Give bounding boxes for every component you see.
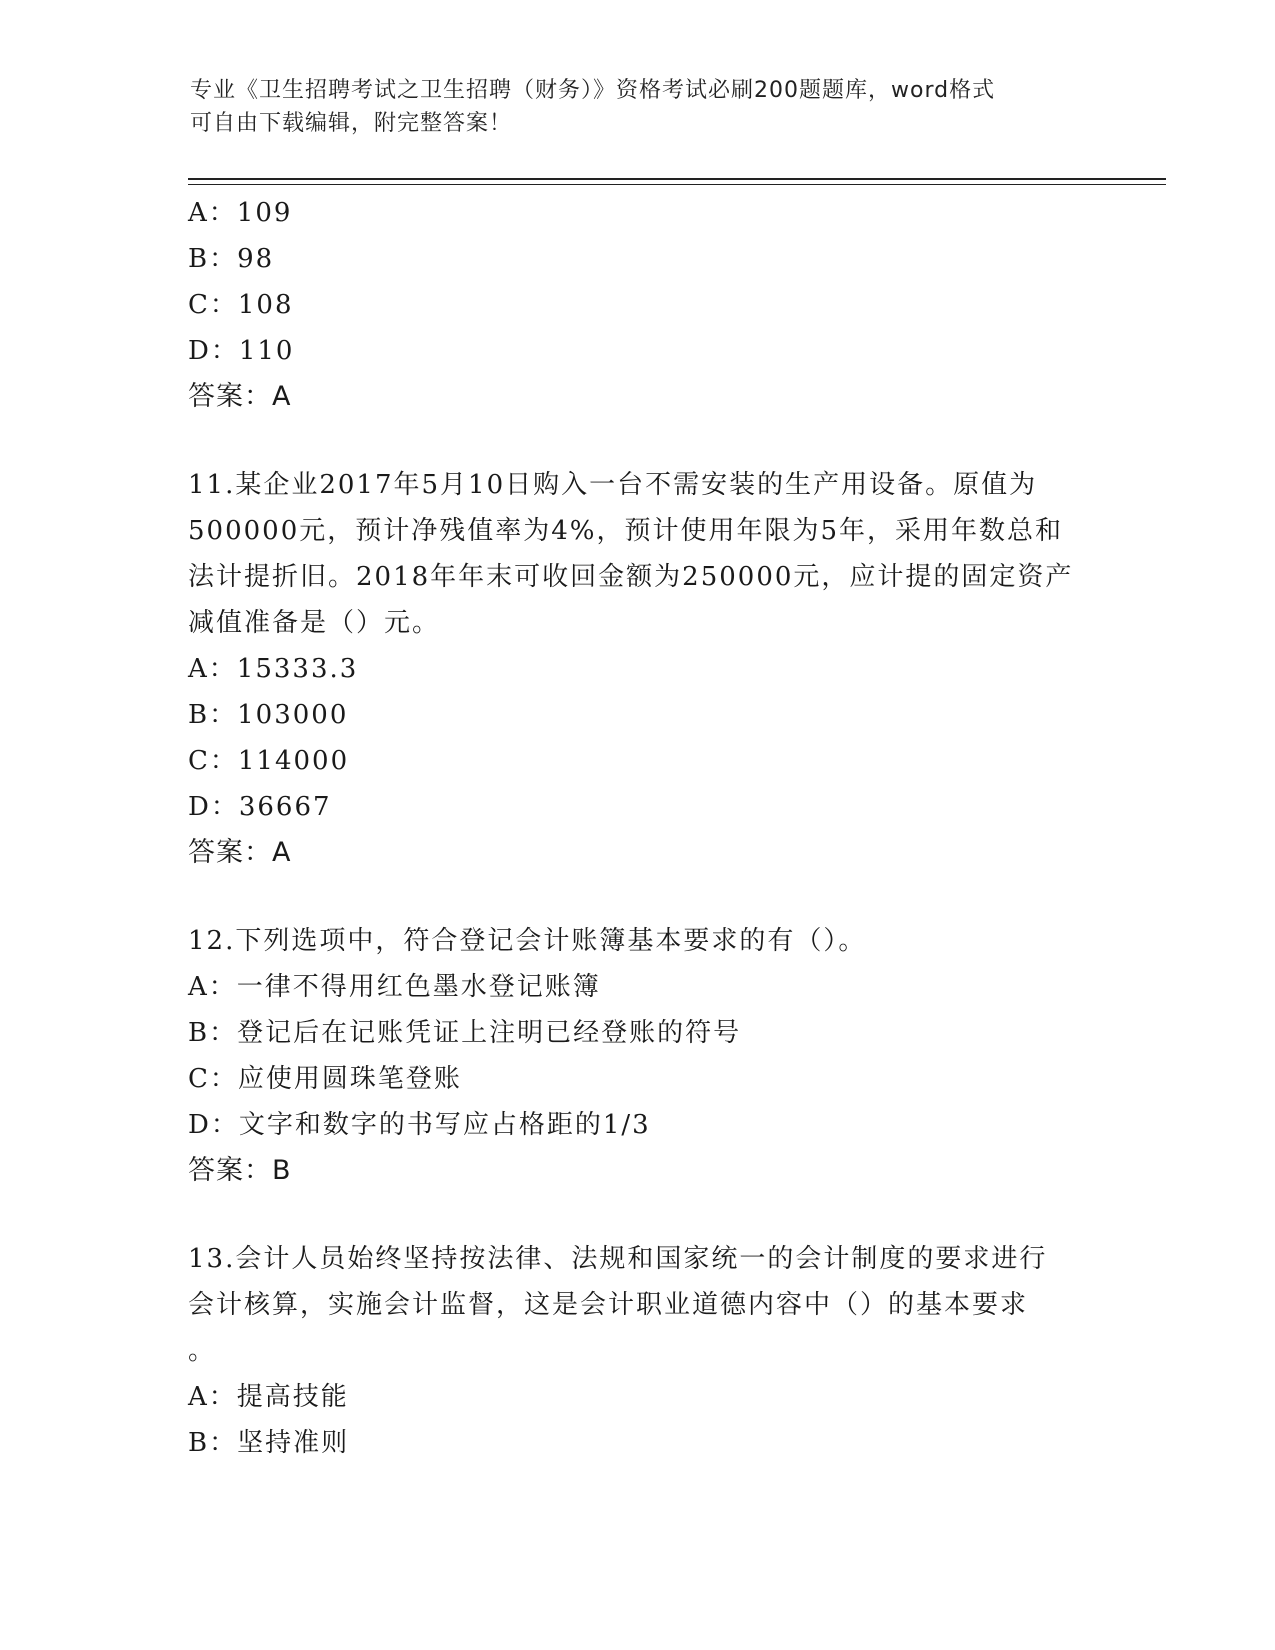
question-text-line: 13.会计人员始终坚持按法律、法规和国家统一的会计制度的要求进行 [188, 1244, 1048, 1274]
option-c: C：应使用圆珠笔登账 [188, 1064, 462, 1094]
question-12 [188, 918, 1088, 1194]
question-11 [188, 462, 1088, 876]
option-b: B：登记后在记账凭证上注明已经登账的符号 [188, 1018, 742, 1048]
question-text-line: 。 [188, 1336, 217, 1366]
answer: 答案：A [188, 381, 292, 412]
header-rule-thin [188, 184, 1166, 185]
question-text-line: 500000元，预计净残值率为4%，预计使用年限为5年，采用年数总和 [188, 516, 1064, 546]
option-c: C：114000 [188, 746, 350, 776]
option-a: A：15333.3 [188, 654, 359, 684]
option-a: A：109 [188, 198, 293, 228]
question-13 [188, 1236, 1088, 1466]
question-text-line: 12.下列选项中，符合登记会计账簿基本要求的有（）。 [188, 926, 867, 956]
option-a: A：提高技能 [188, 1382, 349, 1412]
question-text-line: 会计核算，实施会计监督，这是会计职业道德内容中（）的基本要求 [188, 1290, 1029, 1320]
answer: 答案：A [188, 837, 292, 868]
question-10 [188, 190, 1088, 420]
option-d: D：110 [188, 336, 295, 366]
option-a: A：一律不得用红色墨水登记账簿 [188, 972, 601, 1002]
answer: 答案：B [188, 1155, 292, 1186]
header-title-line-1: 专业《卫生招聘考试之卫生招聘（财务）》资格考试必刷200题题库，word格式 [190, 78, 996, 103]
option-d: D：36667 [188, 792, 332, 822]
document-header [190, 74, 1090, 140]
question-text-line: 减值准备是（）元。 [188, 608, 441, 638]
option-b: B：103000 [188, 700, 349, 730]
option-c: C：108 [188, 290, 294, 320]
header-title-line-2: 可自由下载编辑，附完整答案！ [190, 111, 513, 136]
header-rule-thick [188, 178, 1166, 180]
option-b: B：坚持准则 [188, 1428, 350, 1458]
question-content [188, 190, 1088, 1466]
option-b: B：98 [188, 244, 275, 274]
question-text-line: 法计提折旧。2018年年末可收回金额为250000元，应计提的固定资产 [188, 562, 1074, 592]
question-text-line: 11.某企业2017年5月10日购入一台不需安装的生产用设备。原值为 [188, 470, 1038, 500]
option-d: D：文字和数字的书写应占格距的1/3 [188, 1110, 651, 1140]
